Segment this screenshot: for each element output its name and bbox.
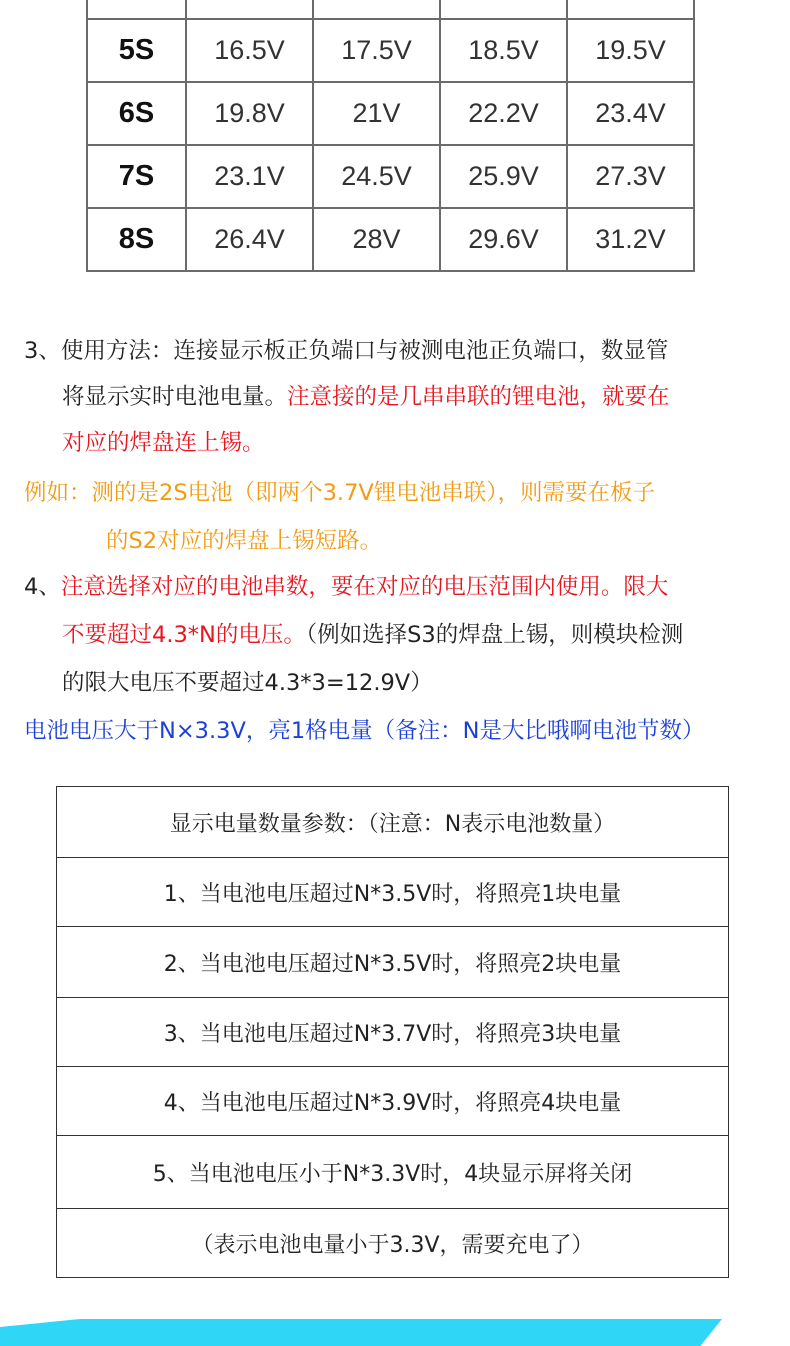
voltage-cell: 19.5V (567, 19, 694, 82)
voltage-cell: 19.8V (186, 82, 313, 145)
instruction-4-line-3: 的限大电压不要超过4.3*3=12.9V） (62, 670, 433, 696)
voltage-cell: 18.5V (440, 19, 567, 82)
instruction-4-limit: 不要超过4.3*N的电压。 (62, 622, 306, 648)
table-row (87, 145, 694, 208)
table-row (87, 82, 694, 145)
table-row (57, 858, 729, 927)
voltage-cell: 16.5V (186, 19, 313, 82)
row-label (87, 0, 186, 19)
voltage-cell: 29.6V (440, 208, 567, 271)
table-cell: 5、当电池电压小于N*3.3V时，4块显示屏将关闭 (57, 1136, 729, 1209)
row-label: 8S (87, 208, 186, 271)
table-header: 显示电量数量参数：（注意：N表示电池数量） (57, 787, 729, 858)
voltage-cell: 22.2V (440, 82, 567, 145)
instruction-4-warning: 注意选择对应的电池串数，要在对应的电压范围内使用。限大 (60, 574, 669, 600)
table-row (57, 927, 729, 998)
instruction-4-example: （例如选择S3的焊盘上锡，则模块检测 (305, 622, 684, 648)
table-row (57, 787, 729, 858)
row-label: 7S (87, 145, 186, 208)
voltage-cell: 25.9V (440, 145, 567, 208)
example-line-1: 例如：测的是2S电池（即两个3.7V锂电池串联），则需要在板子 (24, 480, 656, 506)
parameter-table (56, 786, 729, 1278)
voltage-cell (440, 0, 567, 19)
instruction-4-number: 4、 (24, 574, 61, 600)
table-row (87, 0, 694, 19)
table-footer: （表示电池电量小于3.3V，需要充电了） (57, 1209, 729, 1278)
voltage-cell: 17.5V (313, 19, 440, 82)
example-line-2: 的S2对应的焊盘上锡短路。 (106, 528, 383, 554)
voltage-cell: 31.2V (567, 208, 694, 271)
table-cell: 4、当电池电压超过N*3.9V时，将照亮4块电量 (57, 1067, 729, 1136)
voltage-cell: 23.4V (567, 82, 694, 145)
voltage-cell: 27.3V (567, 145, 694, 208)
voltage-cell (567, 0, 694, 19)
table-row (87, 208, 694, 271)
instruction-4-line-1 (24, 564, 668, 610)
instruction-3-warning: 注意接的是几串串联的锂电池，就要在 (287, 384, 670, 410)
instruction-3-text: 将显示实时电池电量。 (62, 384, 288, 410)
table-cell: 2、当电池电压超过N*3.5V时，将照亮2块电量 (57, 927, 729, 998)
voltage-cell: 28V (313, 208, 440, 271)
table-cell: 3、当电池电压超过N*3.7V时，将照亮3块电量 (57, 998, 729, 1067)
table-row (87, 19, 694, 82)
voltage-cell (186, 0, 313, 19)
row-label: 5S (87, 19, 186, 82)
table-row (57, 1209, 729, 1278)
table-cell: 1、当电池电压超过N*3.5V时，将照亮1块电量 (57, 858, 729, 927)
instruction-3-line-1: 3、使用方法：连接显示板正负端口与被测电池正负端口，数显管 (24, 338, 669, 364)
voltage-cell: 21V (313, 82, 440, 145)
blue-note: 电池电压大于N×3.3V，亮1格电量（备注：N是大比哦啊电池节数） (24, 718, 705, 744)
row-label: 6S (87, 82, 186, 145)
instruction-3-line-2 (62, 374, 670, 420)
voltage-cell (313, 0, 440, 19)
table-row (57, 998, 729, 1067)
table-row (57, 1136, 729, 1209)
voltage-cell: 23.1V (186, 145, 313, 208)
instruction-4-line-2 (62, 612, 683, 658)
instruction-3-line-3: 对应的焊盘连上锡。 (62, 430, 265, 456)
voltage-cell: 24.5V (313, 145, 440, 208)
voltage-cell: 26.4V (186, 208, 313, 271)
table-row (57, 1067, 729, 1136)
bottom-banner (0, 1319, 722, 1346)
voltage-table (86, 0, 695, 272)
